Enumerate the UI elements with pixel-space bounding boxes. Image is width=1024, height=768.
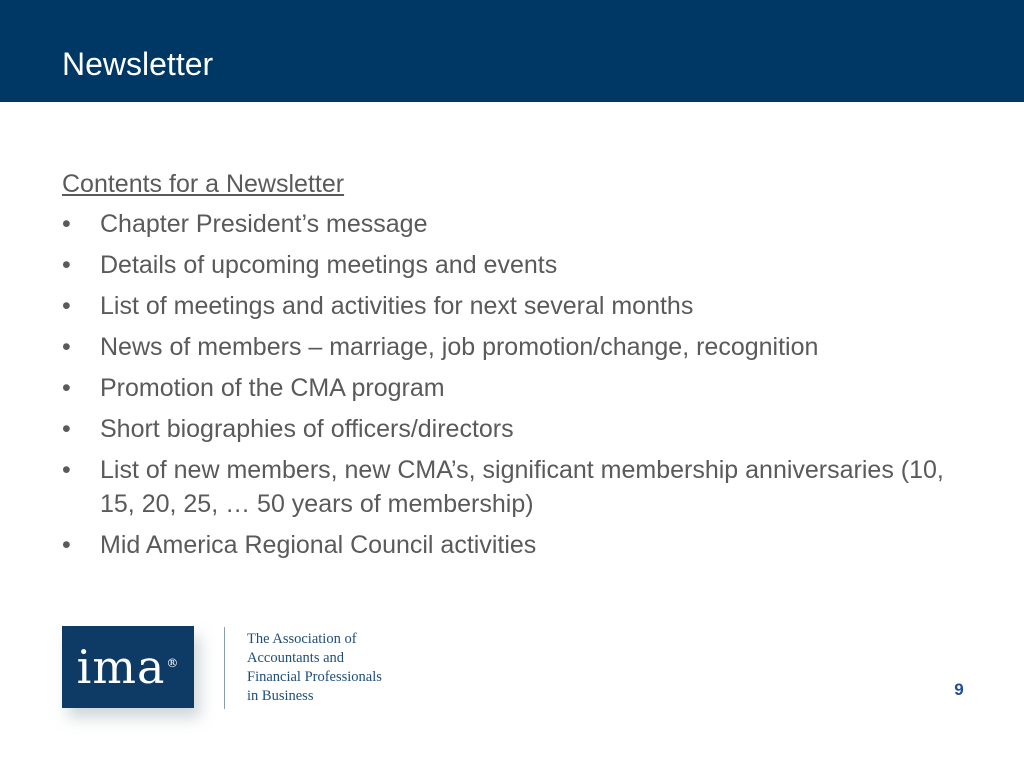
organization-name <box>247 630 447 706</box>
ima-logo-text <box>76 640 180 694</box>
bullet-list <box>62 207 962 562</box>
slide-header-bar <box>0 0 1024 102</box>
bullet-text: Short biographies of officers/directors <box>100 415 514 443</box>
bullet-item <box>62 453 962 521</box>
bullet-text: List of new members, new CMA’s, significant membership anniversaries (10, 15, 20, 25, … 50 years of membership) <box>100 456 944 518</box>
bullet-dot: • <box>62 415 71 443</box>
bullet-item <box>62 207 962 241</box>
bullet-text: News of members – marriage, job promotion/change, recognition <box>100 333 819 361</box>
logo-divider <box>224 627 225 709</box>
registered-mark: ® <box>166 655 180 670</box>
bullet-text: Chapter President’s message <box>100 210 428 238</box>
ima-logo <box>62 626 194 708</box>
org-name-line: The Association of <box>247 631 357 647</box>
bullet-text: Promotion of the CMA program <box>100 374 445 402</box>
bullet-item <box>62 371 962 405</box>
bullet-item <box>62 528 962 562</box>
bullet-text: Mid America Regional Council activities <box>100 531 537 559</box>
org-name-line: Accountants and <box>247 650 345 666</box>
slide-content <box>62 166 962 569</box>
bullet-dot: • <box>62 251 71 279</box>
bullet-item <box>62 248 962 282</box>
page-number: 9 <box>954 680 964 699</box>
ima-logo-wordmark: ima <box>76 640 166 694</box>
slide-title: Newsletter <box>62 46 214 82</box>
org-name-line: in Business <box>247 688 314 704</box>
bullet-dot: • <box>62 210 71 238</box>
org-name-line: Financial Professionals <box>247 669 382 685</box>
bullet-dot: • <box>62 374 71 402</box>
bullet-dot: • <box>62 292 71 320</box>
bullet-dot: • <box>62 531 71 559</box>
bullet-item <box>62 412 962 446</box>
bullet-item <box>62 289 962 323</box>
bullet-dot: • <box>62 333 71 361</box>
bullet-text: Details of upcoming meetings and events <box>100 251 558 279</box>
bullet-dot: • <box>62 456 71 484</box>
content-subheading: Contents for a Newsletter <box>62 170 345 198</box>
bullet-item <box>62 330 962 364</box>
bullet-text: List of meetings and activities for next several months <box>100 292 694 320</box>
